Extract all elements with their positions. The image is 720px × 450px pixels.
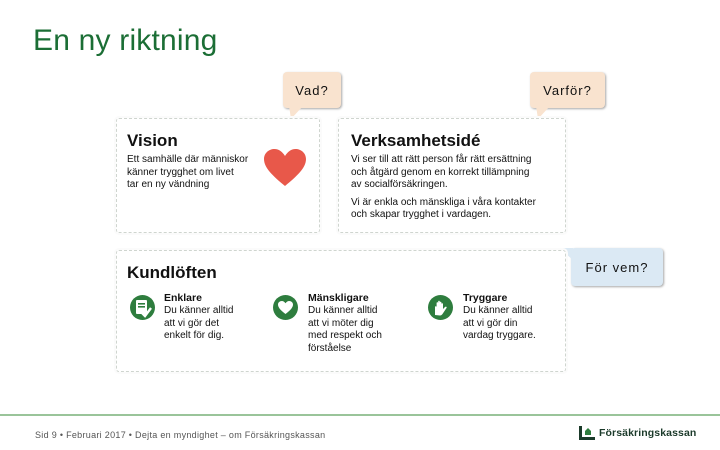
promise-line: Du känner alltid [164, 305, 234, 316]
promise-line: med respekt och [308, 330, 382, 341]
heart-icon [263, 148, 307, 188]
promise-line: att vi gör din [463, 317, 518, 329]
footer-divider [0, 414, 720, 416]
promise-title: Mänskligare [308, 292, 369, 304]
logo-mark-icon [579, 426, 595, 440]
hand-badge-icon [427, 294, 454, 321]
promise-body [463, 305, 536, 343]
verksamhetside-line: och åtgärd genom en korrekt tillämpning [351, 166, 530, 178]
bubble-varfor-label: Varför? [543, 82, 592, 98]
verksamhetside-heading: Verksamhetsidé [351, 131, 481, 150]
promise-title: Tryggare [463, 292, 508, 304]
bubble-vad-label: Vad? [295, 82, 329, 98]
vision-heading: Vision [127, 131, 178, 150]
promise-line: Du känner alltid [308, 305, 378, 316]
verksamhetside-line: av socialförsäkringen. [351, 179, 448, 190]
promise-line: förståelse [308, 342, 352, 354]
logo-text: Försäkringskassan [599, 427, 697, 439]
promise-line: Du känner alltid [463, 305, 533, 316]
checklist-icon [129, 294, 156, 321]
bubble-forvem [571, 248, 663, 286]
vision-line: känner trygghet om livet [127, 166, 234, 178]
slide-title: En ny riktning [33, 24, 218, 57]
promise-body [308, 305, 382, 355]
promise-body [164, 305, 233, 343]
vision-line: Ett samhälle där människor [127, 154, 249, 165]
promise-line: att vi möter dig [308, 317, 374, 329]
promise-line: att vi gör det [164, 317, 220, 329]
verksamhetside-text [351, 154, 536, 222]
promise-title: Enklare [164, 292, 202, 304]
vision-text [127, 154, 248, 192]
heart-badge-icon [272, 294, 299, 321]
promise-line: vardag tryggare. [463, 330, 536, 341]
verksamhetside-line: Vi är enkla och mänskliga i våra kontakter [351, 196, 536, 208]
logo [579, 426, 696, 440]
kundloften-heading: Kundlöften [127, 263, 217, 282]
verksamhetside-line: och skapar trygghet i vardagen. [351, 209, 492, 220]
vision-line: tar en ny vändning [127, 179, 210, 190]
bubble-forvem-label: För vem? [585, 259, 649, 275]
bubble-varfor [530, 72, 605, 108]
footer-text: Sid 9 • Februari 2017 • Dejta en myndighet – om Försäkringskassan [35, 430, 326, 440]
verksamhetside-line: Vi ser till att rätt person får rätt ersättning [351, 154, 532, 165]
promise-line: enkelt för dig. [164, 330, 225, 341]
bubble-vad [283, 72, 341, 108]
